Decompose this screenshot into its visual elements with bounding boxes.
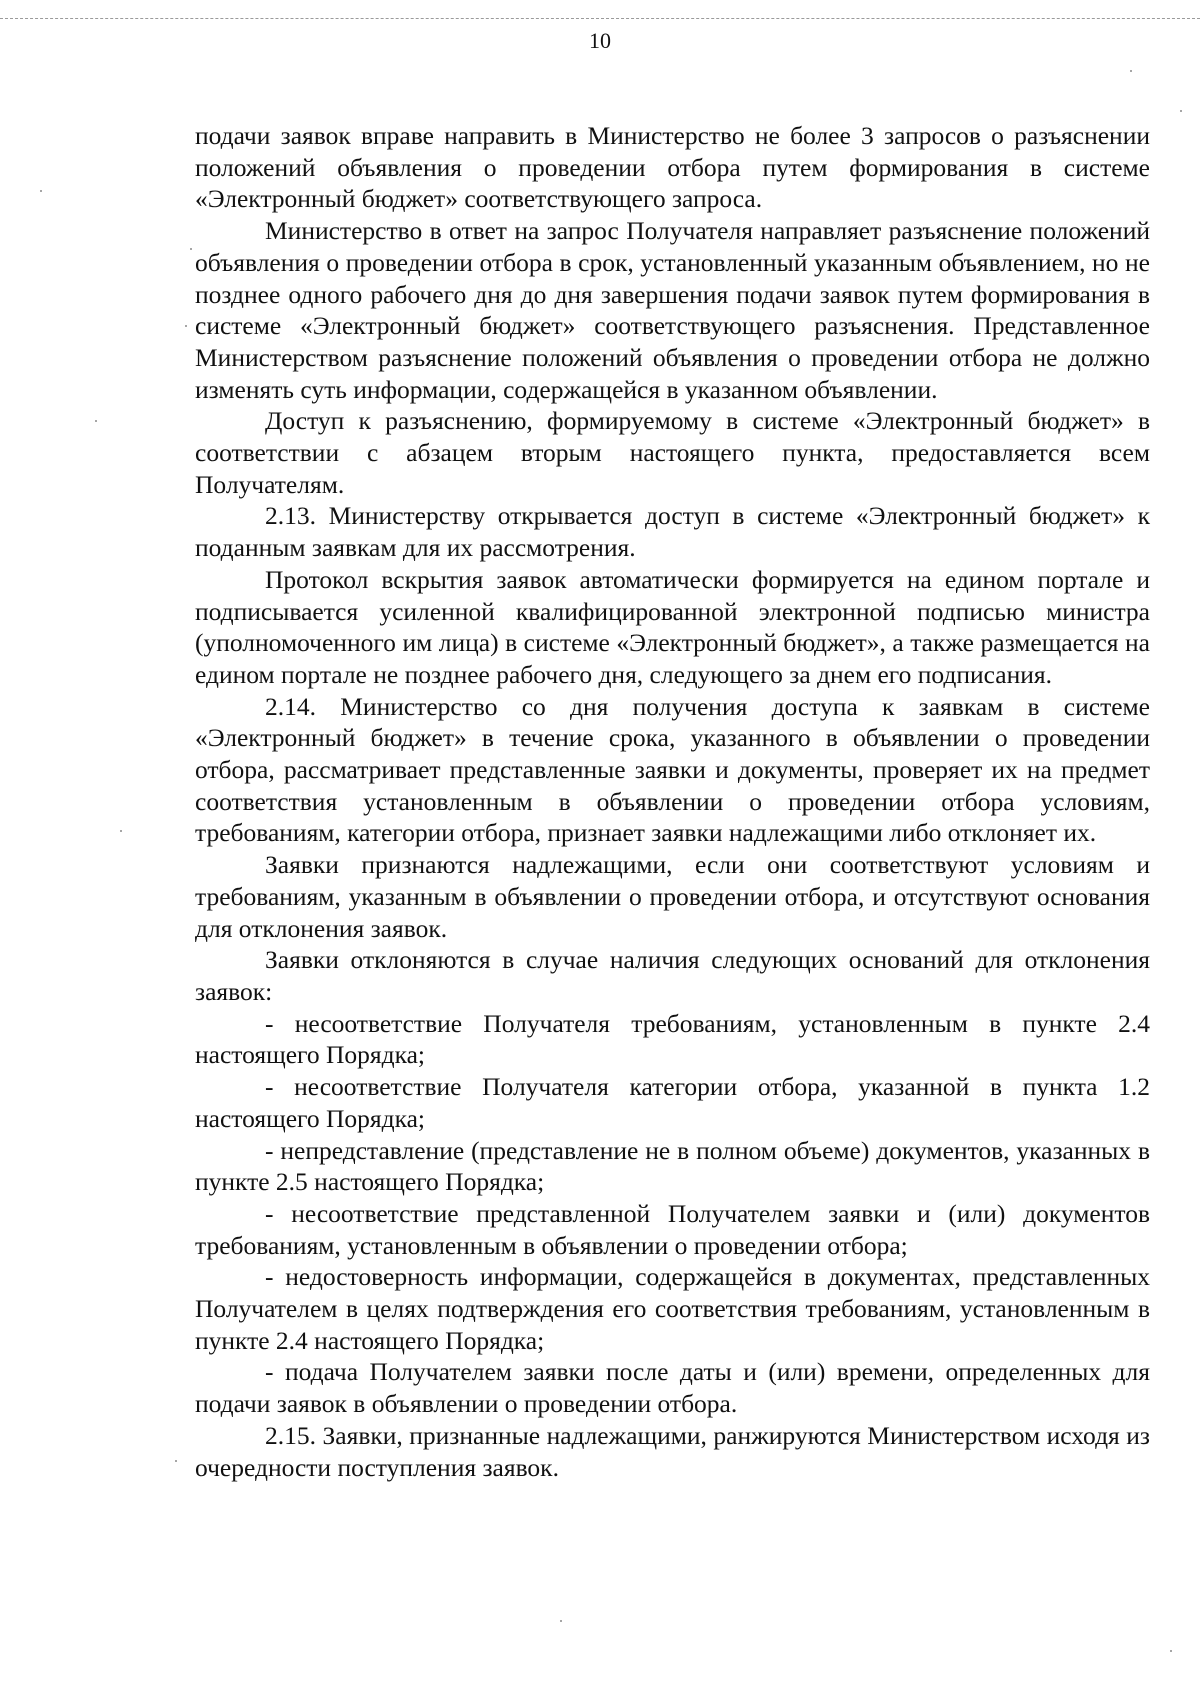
scan-speck [1170,1650,1172,1652]
page-number: 10 [589,28,611,53]
paragraph: Заявки отклоняются в случае наличия следующих оснований для отклонения заявок: [195,945,1150,1006]
scan-speck [1180,110,1182,112]
scan-speck [120,830,122,832]
scan-speck [1130,70,1132,72]
list-item: - несоответствие представленной Получателем заявки и (или) документов требованиям, установленным в объявлении о проведении отбора; [195,1198,1150,1260]
paragraph: Доступ к разъяснению, формируемому в системе «Электронный бюджет» в соответствии с абзацем вторым настоящего пункта, предоставляется всем Получателям. [195,406,1150,499]
list-item: - подача Получателем заявки после даты и (или) времени, определенных для подачи заявок в объявлении о проведении отбора. [195,1357,1150,1419]
list-item: - несоответствие Получателя требованиям, установленным в пункте 2.4 настоящего Порядка; [195,1008,1150,1070]
list-item: - непредставление (представление не в полном объеме) документов, указанных в пункте 2.5 настоящего Порядка; [195,1135,1150,1197]
paragraph: Заявки признаются надлежащими, если они соответствуют условиям и требованиям, указанным в объявлении о проведении отбора, и отсутствуют основания для отклонения заявок. [195,850,1150,943]
paragraph-continuation: подачи заявок вправе направить в Министерство не более 3 запросов о разъяснении положений объявления о проведении отбора путем формирования в системе «Электронный бюджет» соответствующего запроса. [195,121,1150,214]
scan-speck [40,190,42,192]
paragraph-clause-2-14: 2.14. Министерство со дня получения доступа к заявкам в системе «Электронный бюджет» в течение срока, указанного в объявлении о проведении отбора, рассматривает представленные заявки и документы, проверяет их на предмет соответствия установленным в объявлении о проведении отбора условиям, требованиям, категории отбора, признает заявки надлежащими либо отклоняет их. [195,691,1150,848]
scan-speck [95,420,97,422]
paragraph: Министерство в ответ на запрос Получателя направляет разъяснение положений объявления о проведении отбора в срок, установленный указанным объявлением, но не позднее одного рабочего дня до дня завершения подачи заявок путем формирования в системе «Электронный бюджет» соответствующего разъяснения. Представленное Министерством разъяснение положений объявления о проведении отбора не должно изменять суть информации, содержащейся в указанном объявлении. [195,216,1150,404]
list-item: - несоответствие Получателя категории отбора, указанной в пункта 1.2 настоящего Порядка; [195,1072,1150,1133]
paragraph-clause-2-15: 2.15. Заявки, признанные надлежащими, ранжируются Министерством исходя из очередности поступления заявок. [195,1420,1150,1482]
scan-edge-line [0,18,1200,19]
paragraph: Протокол вскрытия заявок автоматически формируется на едином портале и подписывается усиленной квалифицированной электронной подписью министра (уполномоченного им лица) в системе «Электронный бюджет», а также размещается на едином портале не позднее рабочего дня, следующего за днем его подписания. [195,564,1150,689]
paragraph-clause-2-13: 2.13. Министерству открывается доступ в системе «Электронный бюджет» к поданным заявкам для их рассмотрения. [195,501,1150,563]
scan-speck [185,325,187,327]
document-body [195,120,1150,1483]
list-item: - недостоверность информации, содержащейся в документах, представленных Получателем в целях подтверждения его соответствия требованиям, установленным в пункте 2.4 настоящего Порядка; [195,1262,1150,1355]
scan-speck [190,248,192,250]
scan-speck [175,1460,177,1462]
scan-speck [560,1620,562,1622]
